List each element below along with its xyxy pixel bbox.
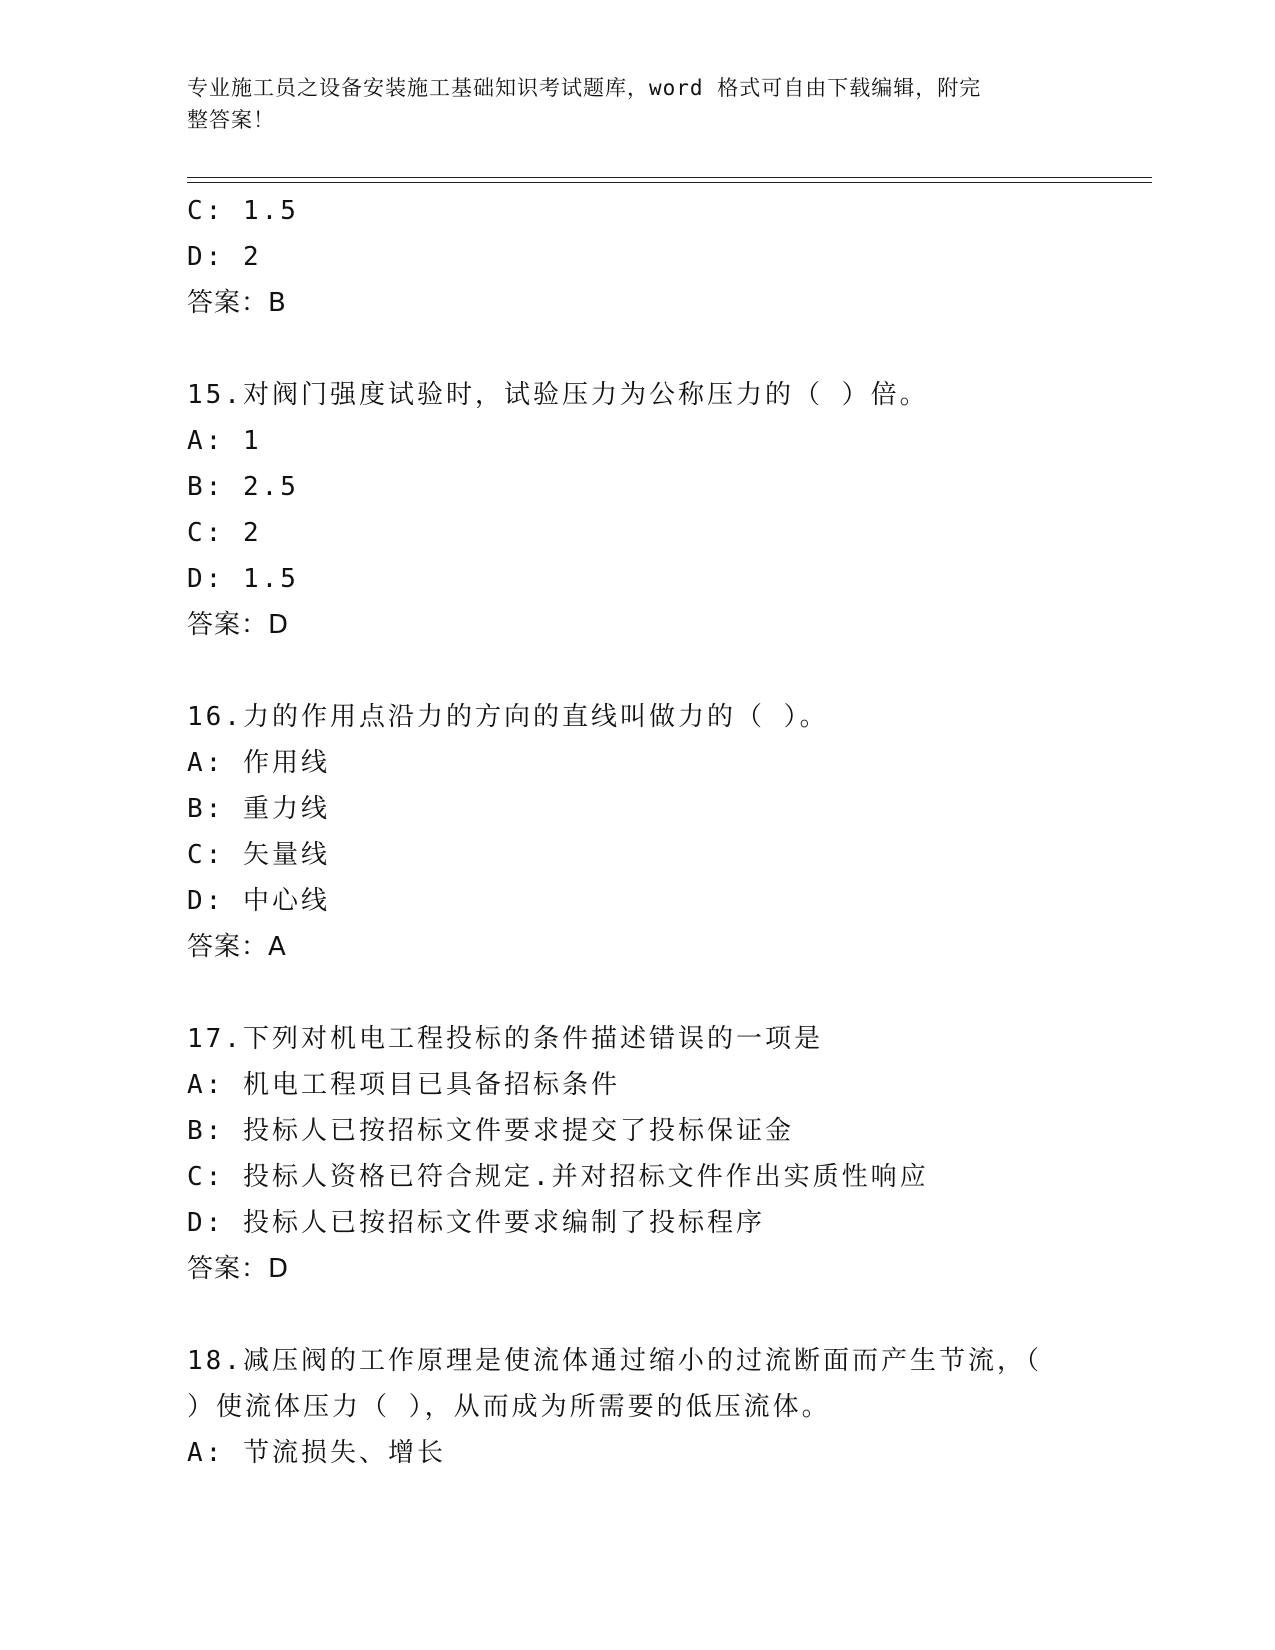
option-d: D: 投标人已按招标文件要求编制了投标程序: [187, 1208, 765, 1238]
header-divider-top: [187, 177, 1152, 178]
document-header: [187, 72, 1067, 136]
option-a: A: 节流损失、增长: [187, 1438, 446, 1468]
option-b: B: 投标人已按招标文件要求提交了投标保证金: [187, 1116, 794, 1146]
question-text: 18.减压阀的工作原理是使流体通过缩小的过流断面而产生节流，（: [187, 1346, 1042, 1376]
option-d: D: 1.5: [187, 564, 299, 594]
question-text: 16.力的作用点沿力的方向的直线叫做力的（ ）。: [187, 702, 829, 732]
option-c: C: 投标人资格已符合规定.并对招标文件作出实质性响应: [187, 1162, 929, 1192]
question-text-continued: ）使流体压力（ ），从而成为所需要的低压流体。: [187, 1392, 831, 1422]
option-b: B: 2.5: [187, 472, 299, 502]
option-c: C: 1.5: [187, 196, 299, 226]
answer: 答案：A: [187, 932, 287, 962]
question-list: [187, 188, 1147, 1476]
option-b: B: 重力线: [187, 794, 330, 824]
header-line-2: 整答案！: [187, 108, 275, 132]
answer: 答案：D: [187, 610, 290, 640]
header-line-1: 专业施工员之设备安装施工基础知识考试题库，word 格式可自由下载编辑，附完: [187, 76, 982, 100]
option-a: A: 1: [187, 426, 262, 456]
answer: 答案：B: [187, 288, 287, 318]
option-c: C: 2: [187, 518, 262, 548]
option-a: A: 作用线: [187, 748, 330, 778]
answer: 答案：D: [187, 1254, 290, 1284]
option-a: A: 机电工程项目已具备招标条件: [187, 1070, 620, 1100]
option-c: C: 矢量线: [187, 840, 330, 870]
question-text: 17.下列对机电工程投标的条件描述错误的一项是: [187, 1024, 823, 1054]
question-text: 15.对阀门强度试验时，试验压力为公称压力的（ ）倍。: [187, 380, 929, 410]
header-divider-bottom: [187, 182, 1152, 183]
option-d: D: 2: [187, 242, 262, 272]
option-d: D: 中心线: [187, 886, 330, 916]
